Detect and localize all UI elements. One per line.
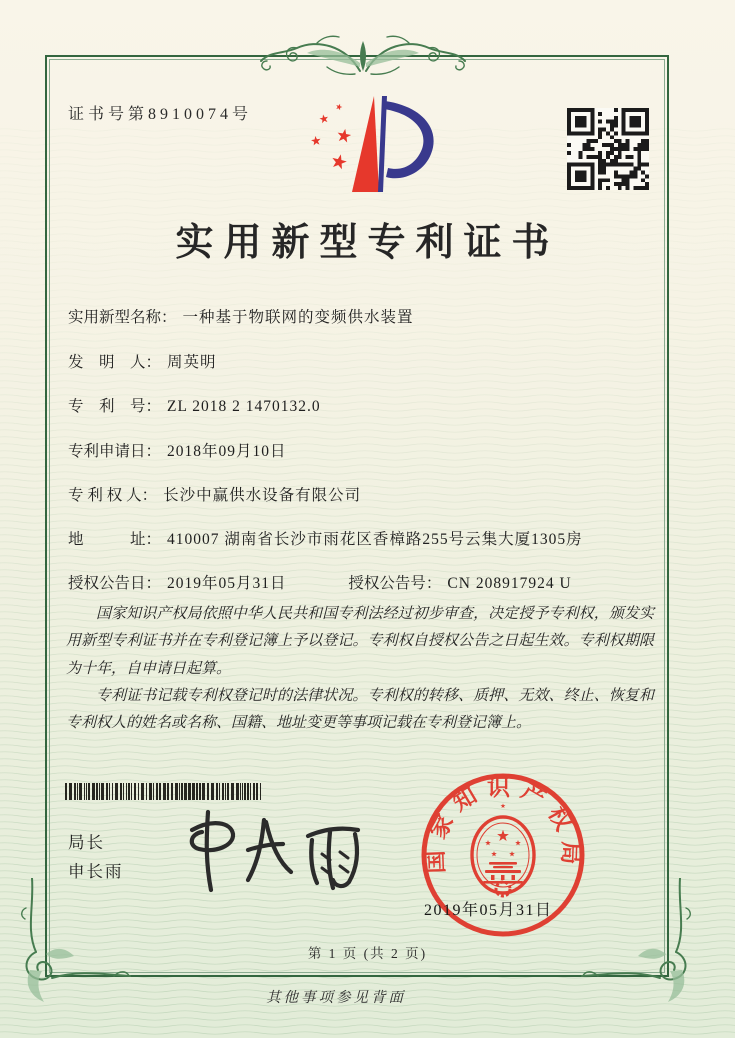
field-row-inventor [68, 350, 652, 372]
legal-paragraph-2: 专利证书记载专利权登记时的法律状况。专利权的转移、质押、无效、终止、恢复和专利权人的姓名或名称、国籍、地址变更等事项记载在专利登记簿上。 [66, 687, 654, 732]
field-value: CN 208917924 U [447, 575, 572, 592]
field-row-filing-date [68, 439, 652, 461]
legal-text-block [66, 601, 654, 737]
seal-date: 2019年05月31日 [424, 902, 553, 919]
certificate-number: 证书号第8910074号 [68, 106, 253, 123]
field-row-patentee [68, 483, 652, 505]
field-row-name [68, 305, 652, 327]
field-label: 授权公告日： [68, 575, 162, 592]
field-row-patent-no [68, 394, 652, 416]
page-number: 第 1 页 (共 2 页) [307, 946, 428, 961]
field-value: 一种基于物联网的变频供水装置 [182, 309, 414, 326]
field-label: 发 明 人： [68, 354, 162, 371]
back-side-note: 其他事项参见背面 [266, 990, 406, 1006]
cnipa-logo-icon [286, 92, 448, 202]
field-grant-no [348, 571, 571, 593]
field-value: 周英明 [167, 354, 217, 371]
national-emblem-icon [472, 803, 534, 896]
legal-paragraph-1: 国家知识产权局依照中华人民共和国专利法经过初步审查，决定授予专利权，颁发实用新型专利证书并在专利登记簿上予以登记。专利权自授权公告之日起生效。专利权期限为十年，自申请日起算。 [66, 606, 654, 677]
field-value: ZL 2018 2 1470132.0 [167, 398, 321, 415]
director-name: 申长雨 [68, 862, 124, 881]
field-row-grant [68, 571, 652, 593]
field-label: 授权公告号： [348, 575, 442, 592]
field-grant-date [68, 571, 287, 593]
field-row-address [68, 527, 652, 549]
barcode-icon [65, 783, 265, 800]
svg-text:国家知识产权局 [422, 775, 583, 874]
director-title: 局长 [68, 833, 105, 852]
field-value: 410007 湖南省长沙市雨花区香樟路255号云集大厦1305房 [167, 531, 583, 548]
field-label: 专利申请日： [68, 443, 162, 460]
certificate-title: 实用新型专利证书 [175, 222, 560, 264]
field-label: 专 利 权 人： [68, 487, 158, 504]
field-value: 2018年09月10日 [167, 443, 287, 460]
seal-ring-text: 国家知识产权局 [422, 775, 584, 874]
field-label: 专 利 号： [68, 398, 162, 415]
qr-code-icon [567, 108, 649, 190]
field-value: 2019年05月31日 [167, 575, 287, 592]
director-signature [178, 802, 383, 897]
field-label: 地 址： [68, 531, 162, 548]
field-label: 实用新型名称： [68, 309, 177, 326]
field-value: 长沙中赢供水设备有限公司 [163, 487, 362, 504]
